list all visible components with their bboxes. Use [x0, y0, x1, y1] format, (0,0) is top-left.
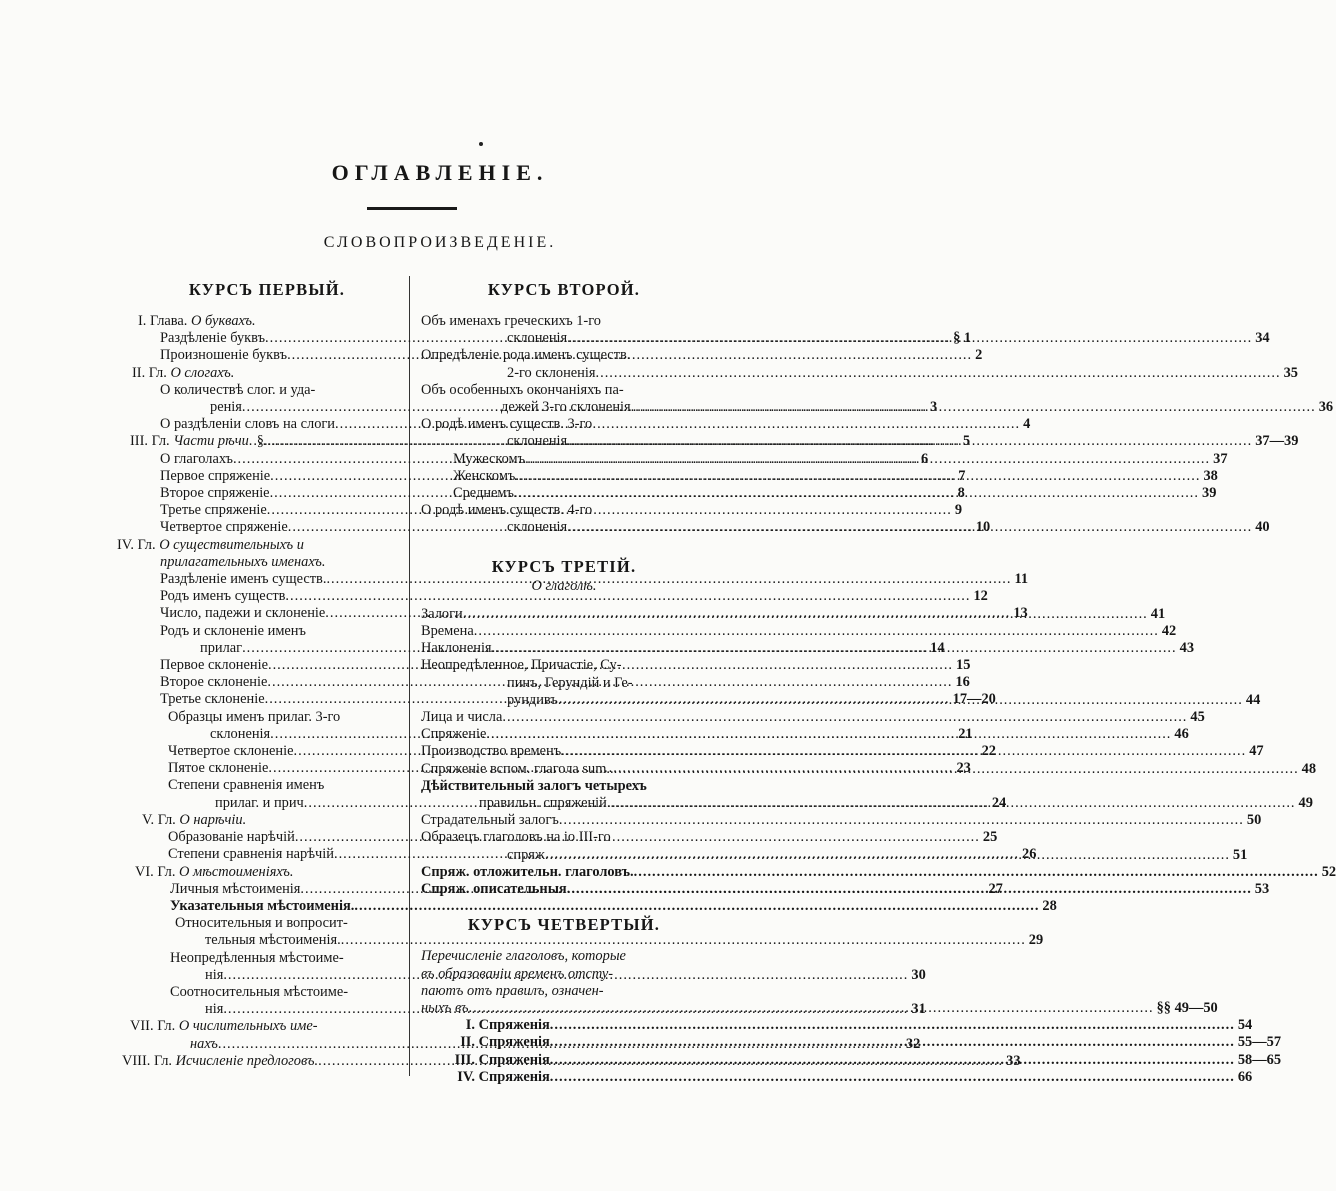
toc-entry: Спряженіе вспом. глагола sum.. ..... 48 [421, 761, 707, 778]
course-heading-4: КУРСЪ ЧЕТВЕРТЫЙ. [467, 915, 661, 935]
toc-entry-line: Опредѣленіе рода именъ существ. [421, 347, 631, 364]
toc-entry: нія ..... 31 [130, 1001, 404, 1018]
chapter-7-heading: VII. Гл. О числительныхъ име- [130, 1018, 318, 1035]
page-title: ОГЛАВЛЕНІЕ. [331, 160, 549, 185]
toc-entry-line: Дѣйствительный залогъ четырехъ [421, 777, 647, 794]
toc-entry: Раздѣленіе буквъ ..... § 1 [130, 330, 404, 347]
toc-entry: Четвертое склоненіе ..... 22 [130, 743, 404, 760]
toc-entry: Третье спряженіе ..... 9 [130, 502, 404, 519]
toc-entry-line: Неопредѣленное, Причастіе, Су- [421, 657, 622, 674]
toc-entry: склоненія ..... 37—39 [421, 433, 707, 450]
toc-entry: Среднемъ ..... 39 [421, 485, 707, 502]
toc-entry-line: О количествѣ слог. и уда- [160, 381, 316, 398]
toc-entry: III. Спряженія ..... 58—65 [421, 1052, 707, 1069]
chapter-4-heading-cont: прилагательныхъ именахъ. [160, 553, 326, 570]
toc-entry: ныхъ въ ..... §§ 49—50 [421, 1000, 707, 1017]
toc-entry: спряж ..... 51 [421, 847, 707, 864]
toc-entry: прилаг ..... 14 [130, 640, 404, 657]
chapter-3-heading: III. Гл. Части рѣчи..... §... ..... 5 [130, 433, 404, 450]
toc-entry: Первое склоненіе ..... 15 [130, 657, 404, 674]
toc-entry: Число, падежи и склоненіе ..... 13 [130, 605, 404, 622]
toc-entry: нія ..... 30 [130, 967, 404, 984]
toc-entry: I. Спряженія ..... 54 [421, 1017, 707, 1034]
toc-entry: рундивъ ..... 44 [421, 692, 707, 709]
toc-entry: Родъ именъ существ ..... 12 [130, 588, 404, 605]
chapter-1-heading: I. Глава. О буквахъ. [138, 313, 256, 329]
course-3-subtitle: О глаголѣ. [531, 577, 597, 594]
page-subtitle: СЛОВОПРОИЗВЕДЕНІЕ. [323, 234, 557, 251]
toc-entry: Залоги ..... 41 [421, 606, 707, 623]
toc-entry: Первое спряженіе ..... 7 [130, 468, 404, 485]
toc-entry: Четвертое спряженіе ..... 10 [130, 519, 404, 536]
course-heading-1: КУРСЪ ПЕРВЫЙ. [188, 280, 346, 299]
toc-entry: Произношеніе буквъ ..... 2 [130, 347, 404, 364]
toc-entry: дежей 3-го склоненія ..... 36 [421, 399, 707, 416]
toc-entry: тельныя мѣстоименія. ..... 29 [130, 932, 404, 949]
toc-entry: Лица и числа ..... 45 [421, 709, 707, 726]
toc-entry: склоненія ..... 34 [421, 330, 707, 347]
toc-entry: Спряж. отложительн. глаголовъ. ..... 52 [421, 864, 707, 881]
toc-entry-line: О родѣ именъ существ. 4-го [421, 502, 593, 519]
toc-entry: Наклоненія ..... 43 [421, 640, 707, 657]
toc-entry: II. Спряженія ..... 55—57 [421, 1034, 707, 1051]
toc-entry: Пятое склоненіе ..... 23 [130, 760, 404, 777]
toc-entry: Образованіе нарѣчій ..... 25 [130, 829, 404, 846]
toc-entry: Второе склоненіе ..... 16 [130, 674, 404, 691]
toc-entry-line: Перечисленіе глаголовъ, которые [421, 948, 626, 965]
toc-entry: Указательныя мѣстоименія. ..... 28 [130, 898, 404, 915]
toc-entry: склоненія ..... 40 [421, 519, 707, 536]
chapter-4-heading: IV. Гл. О существительныхъ и [117, 536, 304, 553]
toc-entry: Женскомъ ..... 38 [421, 468, 707, 485]
toc-entry: Раздѣленіе именъ существ. ..... 11 [130, 571, 404, 588]
toc-entry-line: Неопредѣленныя мѣстоиме- [170, 949, 344, 966]
toc-entry: Второе спряженіе ..... 8 [130, 485, 404, 502]
toc-entry: нахъ ..... 32 [130, 1036, 404, 1053]
title-rule [367, 207, 457, 210]
course-heading-2: КУРСЪ ВТОРОЙ. [487, 280, 641, 299]
toc-entry-line: Соотносительныя мѣстоиме- [170, 983, 349, 1000]
toc-entry: прилаг. и прич ..... 24 [130, 795, 404, 812]
toc-entry: Спряженіе ..... 46 [421, 726, 707, 743]
toc-entry: Мужескомъ ..... 37 [421, 451, 707, 468]
toc-entry-line: Степени сравненія именъ [168, 777, 325, 794]
toc-entry: IV. Спряженія ..... 66 [421, 1069, 707, 1086]
toc-entry: склоненія ..... 21 [130, 726, 404, 743]
toc-entry: Спряж. описательныя ..... 53 [421, 881, 707, 898]
toc-entry-line: Образецъ глаголовъ на io III-го [421, 829, 611, 846]
toc-entry-line: Образцы именъ прилаг. 3-го [168, 708, 341, 725]
toc-entry-line: паютъ отъ правилъ, означен- [421, 982, 604, 999]
chapter-2-heading: II. Гл. О слогахъ. [132, 364, 235, 381]
toc-entry: Производство временъ ..... 47 [421, 743, 707, 760]
chapter-5-heading: V. Гл. О нарѣчіи. [142, 811, 247, 828]
toc-entry-line: Относительныя и вопросит- [175, 915, 348, 932]
toc-entry-line: Объ именахъ греческихъ 1-го [421, 313, 601, 329]
toc-entry: О раздѣленіи словъ на слоги ..... 4 [130, 416, 404, 433]
toc-entry-line: О родѣ именъ существ. 3-го [421, 416, 593, 433]
course-heading-3: КУРСЪ ТРЕТІЙ. [491, 556, 637, 576]
toc-entry: Третье склоненіе ..... 17—20 [130, 691, 404, 708]
chapter-6-heading: VI. Гл. О мѣстоименіяхъ. [135, 863, 294, 880]
toc-entry-line: Родъ и склоненіе именъ [160, 622, 306, 639]
chapter-8-heading: VIII. Гл. Исчисленіе предлоговъ. ..... 33 [122, 1053, 404, 1070]
toc-entry: Степени сравненія нарѣчій ..... 26 [130, 846, 404, 863]
toc-entry: 2-го склоненія ..... 35 [421, 365, 707, 382]
ink-dot [479, 142, 483, 146]
toc-entry: Личныя мѣстоименія ..... 27 [130, 881, 404, 898]
toc-entry: ренія ..... 3 [130, 399, 404, 416]
toc-entry: Страдательный залогъ ..... 50 [421, 812, 707, 829]
toc-entry: правильн. спряженій. ..... 49 [421, 795, 707, 812]
toc-entry-line: пинъ, Герундій и Ге- [507, 674, 633, 691]
toc-entry-line: въ образованіи временъ отсту- [421, 965, 614, 982]
toc-entry: О глаголахъ ..... 6 [130, 451, 404, 468]
toc-entry-line: Объ особенныхъ окончаніяхъ па- [421, 381, 624, 398]
toc-entry: Времена ..... 42 [421, 623, 707, 640]
